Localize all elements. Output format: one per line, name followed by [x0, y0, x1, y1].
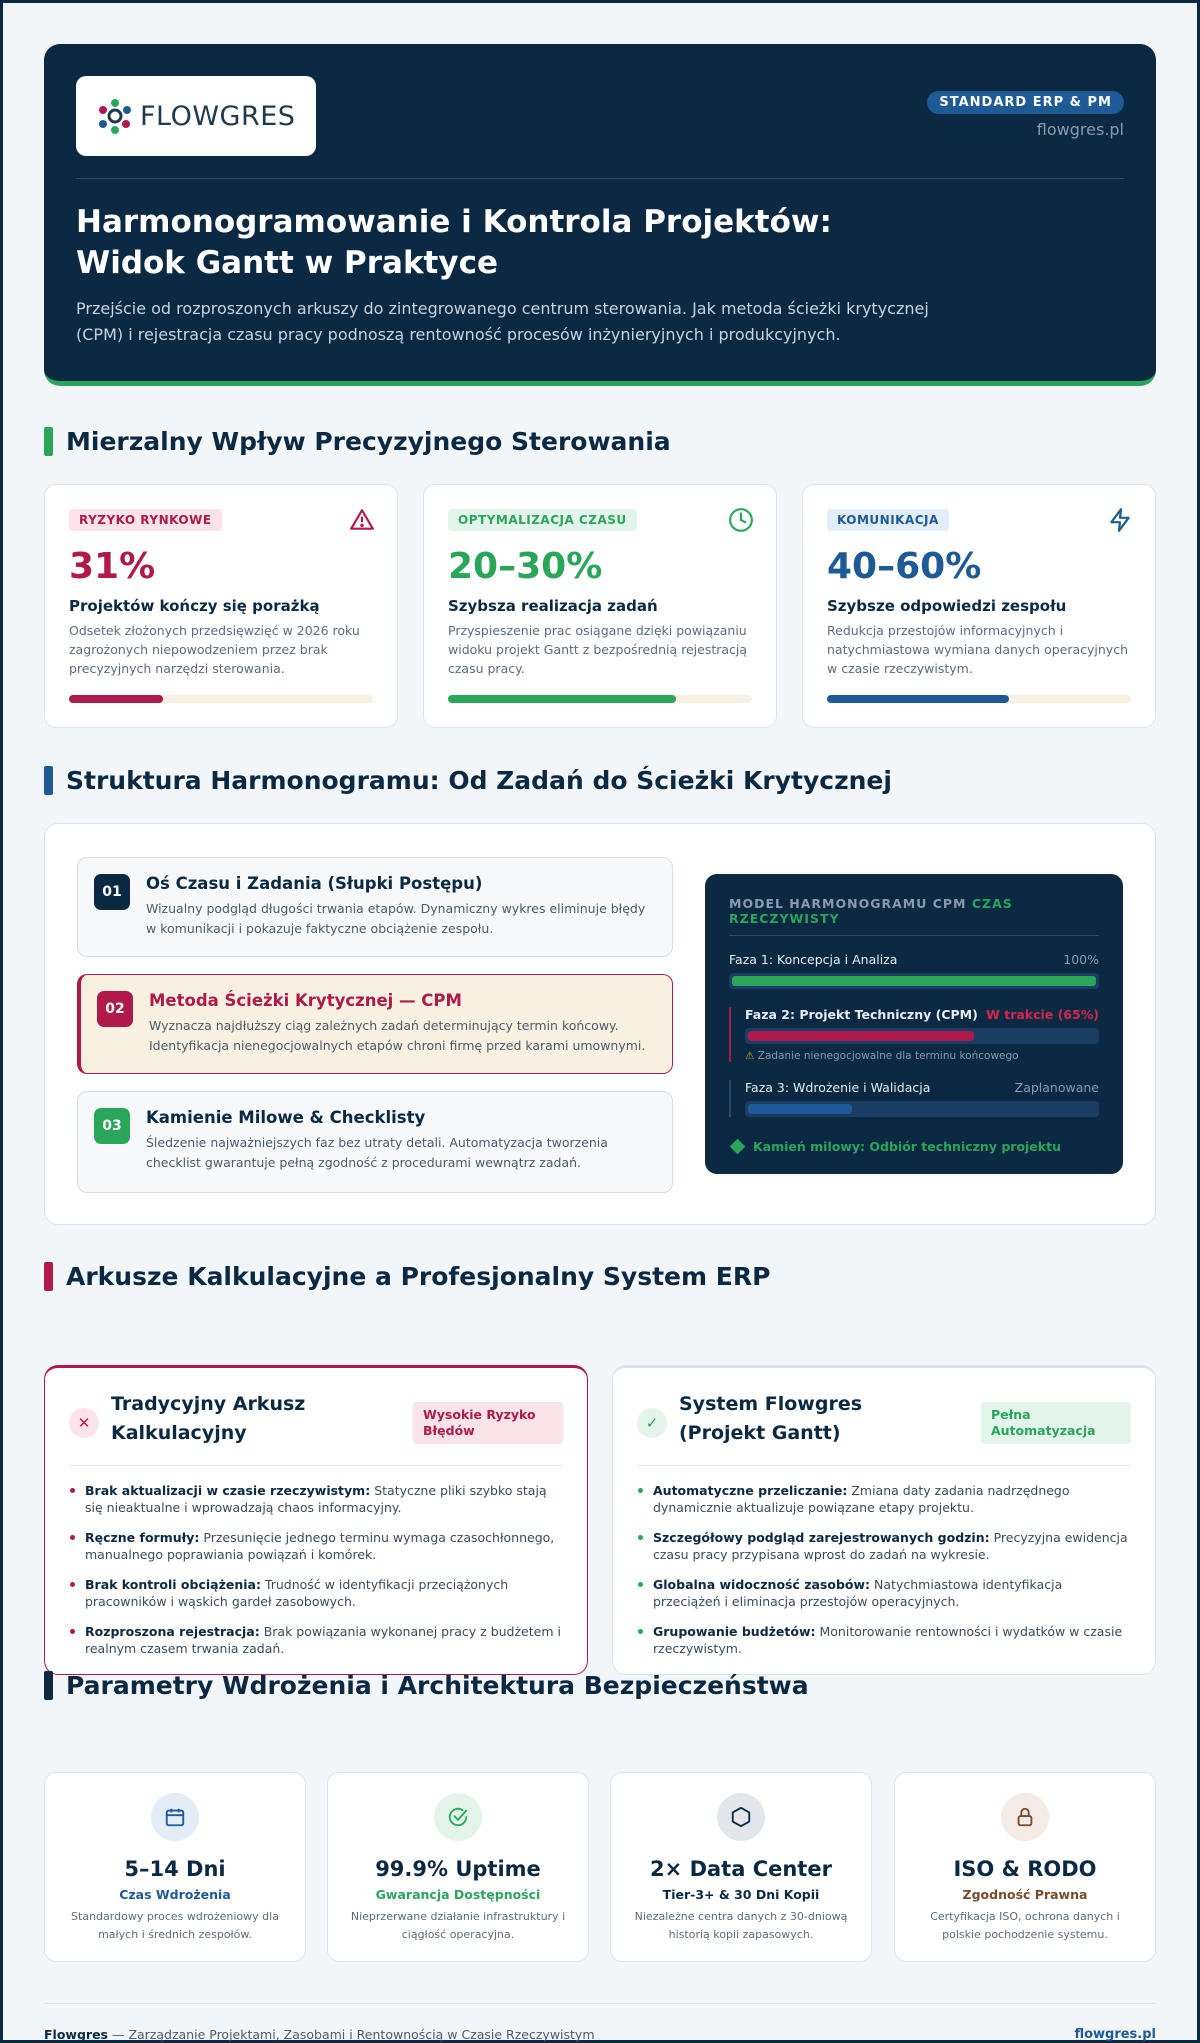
- stat-heading: Projektów kończy się porażką: [69, 597, 320, 615]
- item-label: Grupowanie budżetów:: [653, 1624, 816, 1639]
- list-item: [69, 1482, 563, 1516]
- warning-text: Zadanie nienegocjowalne dla terminu końcowego: [757, 1050, 1019, 1062]
- section-title: Parametry Wdrożenia i Architektura Bezpieczeństwa: [66, 1671, 809, 1700]
- phase-fill: [748, 1104, 852, 1114]
- stat-description: Przyspieszenie prac osiągane dzięki powiązaniu widoku projekt Gantt z bezpośrednią rejestracją czasu pracy.: [448, 623, 748, 676]
- stat-progress-fill: [448, 695, 676, 703]
- step-description: Wizualny podgląd długości trwania etapów. Dynamiczny wykres eliminuje błędy w komunikacji i pokazuje faktyczne obciążenie zespołu.: [146, 901, 646, 936]
- comparison-title: Tradycyjny Arkusz Kalkulacyjny: [111, 1393, 306, 1444]
- step-number: 03: [94, 1108, 130, 1144]
- gantt-phase-1: [729, 952, 1099, 989]
- item-text: Natychmiastowa identyfikacja przeciążeń i eliminacja przestojów operacyjnych.: [653, 1577, 1063, 1609]
- lock-icon: [1001, 1793, 1049, 1841]
- gantt-live-label: CZAS RZECZYWISTY: [729, 896, 1013, 926]
- list-item: [637, 1529, 1131, 1563]
- footer-url[interactable]: flowgres.pl: [1074, 2027, 1156, 2042]
- section-title: Struktura Harmonogramu: Od Zadań do Ścieżki Krytycznej: [66, 766, 892, 795]
- step-card-2: [77, 974, 673, 1074]
- phase-track: [745, 1101, 1099, 1117]
- phase-status: W trakcie (65%): [986, 1007, 1099, 1022]
- stat-description: Redukcja przestojów informacyjnych i natychmiastowa wymiana danych operacyjnych w czasie rzeczywistym.: [827, 623, 1129, 676]
- param-value: 99.9% Uptime: [375, 1857, 541, 1881]
- step-number: 01: [94, 874, 130, 910]
- item-label: Ręczne formuły:: [85, 1530, 200, 1545]
- hexagon-icon: [717, 1793, 765, 1841]
- stat-progress-track: [827, 695, 1131, 703]
- stat-value: 31%: [69, 546, 156, 587]
- param-subtitle: Tier-3+ & 30 Dni Kopii: [662, 1887, 820, 1902]
- step-title: Oś Czasu i Zadania (Słupki Postępu): [146, 874, 483, 893]
- footer-brand: Flowgres: [44, 2027, 108, 2042]
- param-subtitle: Czas Wdrożenia: [119, 1887, 231, 1902]
- stat-tag: KOMUNIKACJA: [827, 509, 949, 531]
- comparison-title: System Flowgres (Projekt Gantt): [679, 1393, 863, 1444]
- close-icon: ✕: [69, 1408, 99, 1438]
- param-value: 2× Data Center: [650, 1857, 832, 1881]
- phase-track: [745, 1028, 1099, 1044]
- param-subtitle: Gwarancja Dostępności: [375, 1887, 541, 1902]
- hero-url[interactable]: flowgres.pl: [1036, 120, 1124, 139]
- item-text: Zmiana daty zadania nadrzędnego dynamicznie aktualizuje powiązane etapy projektu.: [653, 1483, 1070, 1515]
- page-title: Harmonogramowanie i Kontrola Projektów: Widok Gantt w Praktyce: [76, 204, 832, 281]
- step-title: Metoda Ścieżki Krytycznej — CPM: [149, 991, 462, 1010]
- item-label: Globalna widoczność zasobów:: [653, 1577, 871, 1592]
- clock-icon: [728, 507, 754, 533]
- milestone-text: Kamień milowy: Odbiór techniczny projektu: [753, 1139, 1061, 1154]
- list-item: [637, 1623, 1131, 1657]
- stat-card-risk: [44, 484, 398, 728]
- section-impact-heading: [44, 427, 671, 456]
- stat-card-time: [423, 484, 777, 728]
- lightning-icon: [1107, 507, 1133, 533]
- phase-track: [729, 973, 1099, 989]
- item-label: Brak aktualizacji w czasie rzeczywistym:: [85, 1483, 371, 1498]
- stat-card-communication: [802, 484, 1156, 728]
- hero-banner: [44, 44, 1156, 386]
- critical-warning: [745, 1050, 1099, 1062]
- param-description: Niezależne centra danych z 30-dniową historią kopii zapasowych.: [634, 1910, 848, 1941]
- stat-progress-fill: [827, 695, 1009, 703]
- comparison-list: [637, 1482, 1131, 1670]
- step-title: Kamienie Milowe & Checklisty: [146, 1108, 426, 1127]
- phase-status: Zaplanowane: [1014, 1080, 1099, 1095]
- item-text: Precyzyjna ewidencja czasu pracy przypisana wprost do zadań na wykresie.: [653, 1530, 1128, 1562]
- structure-panel: [44, 823, 1156, 1225]
- stat-heading: Szybsza realizacja zadań: [448, 597, 658, 615]
- comparison-divider: [69, 1465, 563, 1466]
- page-subtitle: Przejście od rozproszonych arkuszy do zintegrowanego centrum sterowania. Jak metoda ścieżki krytycznej (CPM) i rejestracja czasu pracy podnoszą rentowność procesów inżynieryjnych i produkcyjnych.: [76, 299, 929, 344]
- section-title: Arkusze Kalkulacyjne a Profesjonalny System ERP: [66, 1262, 771, 1291]
- param-description: Nieprzerwane działanie infrastruktury i ciągłość operacyjna.: [350, 1910, 566, 1941]
- phase-status: 100%: [1063, 952, 1099, 967]
- footer-tagline: [44, 2027, 595, 2042]
- phase-fill: [748, 1031, 974, 1041]
- list-item: [69, 1529, 563, 1563]
- stat-progress-track: [69, 695, 373, 703]
- param-card-datacenter: [610, 1772, 872, 1962]
- section-erp-heading: [44, 1262, 770, 1291]
- section-marker: [44, 1262, 53, 1291]
- item-text: Monitorowanie rentowności i wydatków w czasie rzeczywistym.: [653, 1624, 1123, 1656]
- item-text: Trudność w identyfikacji przeciążonych pracowników i wąskich gardeł zasobowych.: [85, 1577, 509, 1609]
- step-description: Śledzenie najważniejszych faz bez utraty detali. Automatyzacja tworzenia checklist gwarantuje pełną zgodność z procedurami wewnątrz zadań.: [146, 1135, 608, 1170]
- milestone-diamond-icon: [730, 1139, 746, 1155]
- list-item: [637, 1482, 1131, 1516]
- section-marker: [44, 427, 53, 456]
- param-description: Standardowy proces wdrożeniowy dla małych i średnich zespołów.: [71, 1910, 279, 1941]
- stat-description: Odsetek złożonych przedsięwzięć w 2026 roku zagrożonych niepowodzeniem przez brak precyzyjnych narzędzi sterowania.: [69, 623, 360, 676]
- item-label: Automatyczne przeliczanie:: [653, 1483, 848, 1498]
- hero-divider: [76, 178, 1124, 179]
- stat-progress-track: [448, 695, 752, 703]
- step-card-1: [77, 857, 673, 957]
- step-description: Wyznacza najdłuższy ciąg zależnych zadań determinujący termin końcowy. Identyfikacja nienegocjowalnych etapów chroni firmę przed karami umownymi.: [149, 1018, 646, 1053]
- param-subtitle: Zgodność Prawna: [962, 1887, 1088, 1902]
- param-card-deployment: [44, 1772, 306, 1962]
- stat-heading: Szybsze odpowiedzi zespołu: [827, 597, 1067, 615]
- param-card-compliance: [894, 1772, 1156, 1962]
- gantt-header-label: MODEL HARMONOGRAMU CPM: [729, 896, 967, 911]
- stat-progress-fill: [69, 695, 163, 703]
- step-number: 02: [97, 991, 133, 1027]
- param-card-uptime: [327, 1772, 589, 1962]
- footer-text: — Zarządzanie Projektami, Zasobami i Rentownością w Czasie Rzeczywistym: [108, 2027, 595, 2042]
- logo: [76, 76, 316, 156]
- gantt-divider: [729, 935, 1099, 936]
- warning-icon: ⚠: [745, 1050, 755, 1062]
- standard-badge: STANDARD ERP & PM: [927, 91, 1124, 114]
- section-params-heading: [44, 1671, 809, 1700]
- logo-text: FLOWGRES: [140, 100, 296, 132]
- phase-fill: [732, 976, 1096, 986]
- stat-value: 20–30%: [448, 546, 603, 587]
- item-text: Przesunięcie jednego terminu wymaga czasochłonnego, manualnego poprawiania powiązań i komórek.: [85, 1530, 555, 1562]
- item-text: Brak powiązania wykonanej pracy z budżetem i realnym czasem trwania zadań.: [85, 1624, 561, 1656]
- section-structure-heading: [44, 766, 892, 795]
- item-label: Brak kontroli obciążenia:: [85, 1577, 261, 1592]
- gantt-phase-2: [729, 1007, 1099, 1062]
- list-item: [69, 1623, 563, 1657]
- param-description: Certyfikacja ISO, ochrona danych i polskie pochodzenie systemu.: [930, 1910, 1120, 1941]
- warning-icon: [349, 507, 375, 533]
- item-text: Statyczne pliki szybko stają się nieaktualne i wprowadzają chaos informacyjny.: [85, 1483, 547, 1515]
- phase-name: Faza 1: Koncepcja i Analiza: [729, 952, 898, 967]
- stat-value: 40–60%: [827, 546, 982, 587]
- comparison-list: [69, 1482, 563, 1670]
- phase-name: Faza 2: Projekt Techniczny (CPM): [745, 1007, 978, 1022]
- risk-badge: Wysokie Ryzyko Błędów: [413, 1402, 563, 1444]
- step-card-3: [77, 1091, 673, 1193]
- gantt-milestone: [729, 1139, 1099, 1154]
- stat-tag: RYZYKO RYNKOWE: [69, 509, 222, 531]
- param-value: 5–14 Dni: [124, 1857, 226, 1881]
- check-circle-icon: [434, 1793, 482, 1841]
- comparison-flowgres-card: [612, 1365, 1156, 1675]
- param-value: ISO & RODO: [953, 1857, 1097, 1881]
- check-icon: ✓: [637, 1408, 667, 1438]
- item-label: Szczegółowy podgląd zarejestrowanych godzin:: [653, 1530, 990, 1545]
- gantt-model-panel: [705, 874, 1123, 1174]
- phase-name: Faza 3: Wdrożenie i Walidacja: [745, 1080, 931, 1095]
- comparison-spreadsheet-card: [44, 1365, 588, 1675]
- section-marker: [44, 1671, 53, 1700]
- calendar-icon: [151, 1793, 199, 1841]
- list-item: [637, 1576, 1131, 1610]
- section-marker: [44, 766, 53, 795]
- stat-tag: OPTYMALIZACJA CZASU: [448, 509, 637, 531]
- footer-divider: [44, 2003, 1156, 2004]
- automation-badge: Pełna Automatyzacja: [981, 1402, 1131, 1444]
- section-title: Mierzalny Wpływ Precyzyjnego Sterowania: [66, 427, 671, 456]
- list-item: [69, 1576, 563, 1610]
- gantt-phase-3: [729, 1080, 1099, 1117]
- gantt-header: [729, 896, 1099, 926]
- item-label: Rozproszona rejestracja:: [85, 1624, 260, 1639]
- comparison-divider: [637, 1465, 1131, 1466]
- flowgres-logo-icon: [96, 97, 134, 135]
